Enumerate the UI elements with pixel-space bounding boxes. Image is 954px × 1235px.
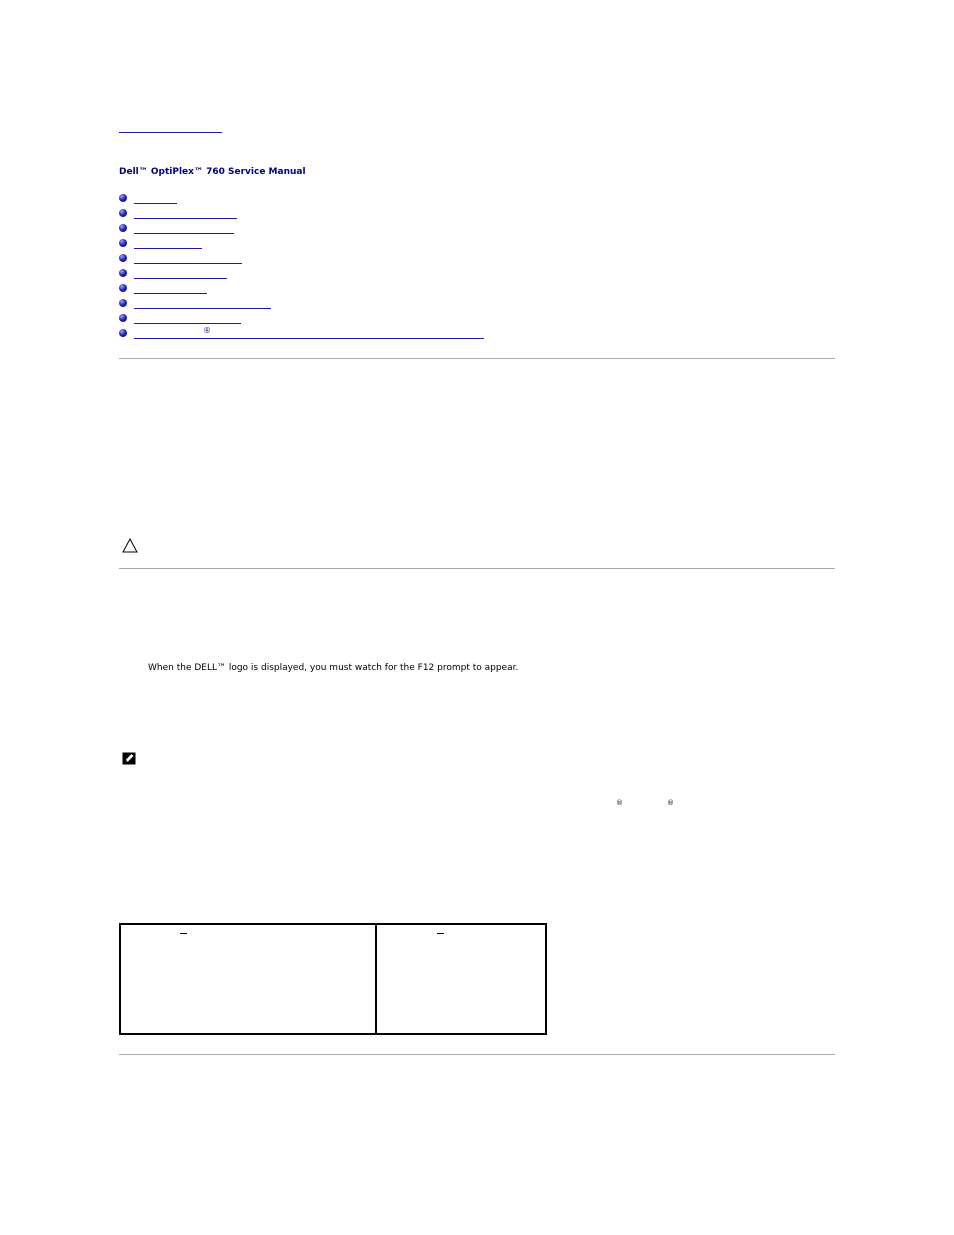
toc-link[interactable]: [134, 208, 237, 219]
bullet-icon: [119, 194, 127, 202]
registered-mark: ®: [203, 326, 211, 335]
note-icon: [122, 752, 136, 765]
registered-mark: ®: [616, 799, 623, 807]
toc-link[interactable]: [134, 283, 207, 294]
bullet-icon: [119, 284, 127, 292]
dash-mark: [437, 933, 444, 934]
dash-mark: [180, 933, 187, 934]
bullet-icon: [119, 299, 127, 307]
table-cell: [121, 925, 377, 1033]
bullet-icon: [119, 314, 127, 322]
bullet-icon: [119, 269, 127, 277]
toc-link[interactable]: [134, 313, 241, 324]
boot-note-text: When the DELL™ logo is displayed, you must watch for the F12 prompt to appear.: [148, 663, 519, 673]
toc-link[interactable]: [134, 298, 271, 309]
manual-title: Dell™ OptiPlex™ 760 Service Manual: [119, 167, 306, 177]
toc-link[interactable]: [134, 223, 234, 234]
table-cell: [377, 925, 545, 1033]
section-divider: [119, 358, 835, 359]
caution-icon: [122, 538, 138, 553]
toc-link[interactable]: [134, 193, 177, 204]
bullet-icon: [119, 239, 127, 247]
bullet-icon: [119, 224, 127, 232]
section-divider: [119, 568, 835, 569]
bullet-icon: [119, 254, 127, 262]
toc-link[interactable]: [134, 238, 202, 249]
toc-link[interactable]: [134, 253, 242, 264]
toc-link[interactable]: [134, 328, 484, 339]
keystroke-table: [119, 923, 547, 1035]
registered-mark: ®: [667, 799, 674, 807]
bullet-icon: [119, 329, 127, 337]
section-divider: [119, 1054, 835, 1055]
back-to-contents-link[interactable]: [119, 122, 222, 133]
bullet-icon: [119, 209, 127, 217]
toc-link[interactable]: [134, 268, 227, 279]
